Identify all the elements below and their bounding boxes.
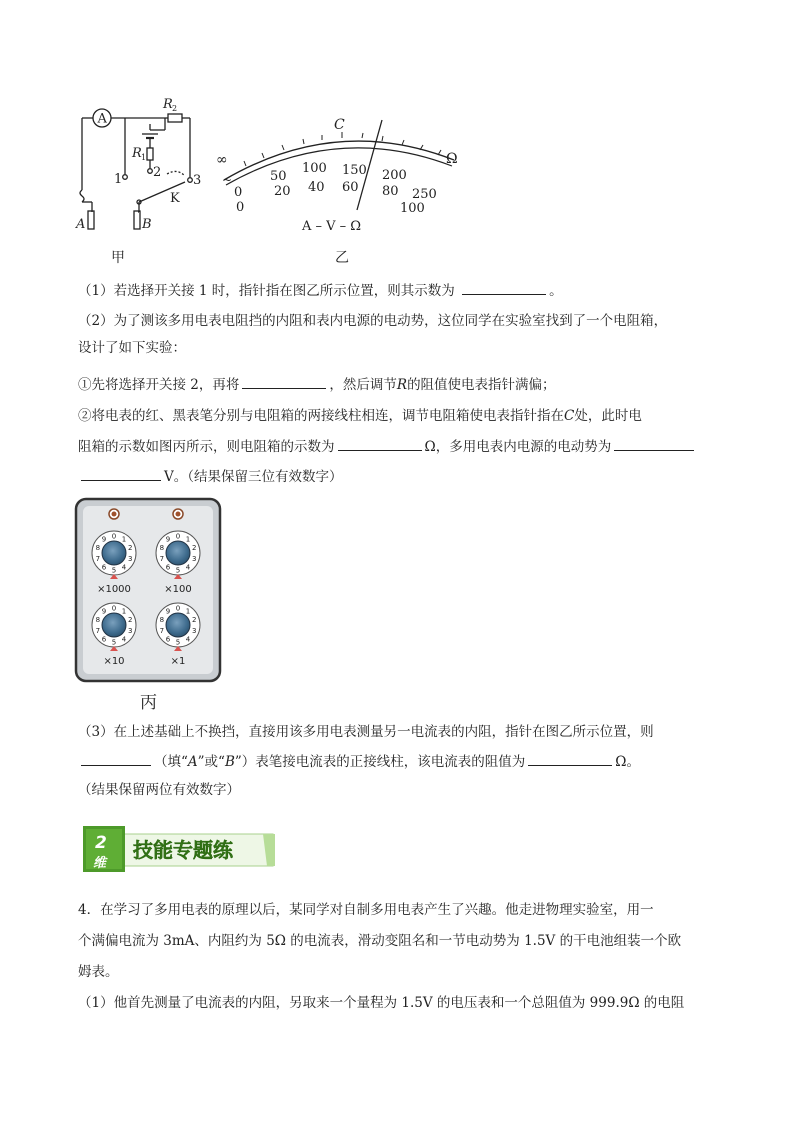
dial-digit: 7 [95, 626, 101, 635]
dial-digit: 9 [101, 607, 107, 616]
step2-text-d: Ω，多用电表内电源的电动势为 [424, 439, 612, 455]
ohm-tick-label: 100 [302, 161, 327, 176]
q1-end: 。 [549, 283, 563, 299]
dial-digit: 0 [111, 532, 117, 541]
q2-step2-line1 [78, 406, 642, 426]
meter-scale [212, 108, 470, 240]
dial-digit: 2 [191, 616, 197, 625]
mid-tick-label: 40 [308, 180, 325, 195]
meter-label: A – V – Ω [302, 219, 362, 234]
dial-digit: 4 [185, 635, 191, 644]
q3-text-d: Ω。 [615, 754, 640, 770]
dial-label: ×10 [103, 656, 125, 667]
q2-step1 [78, 374, 556, 395]
dial-digit: 9 [101, 535, 107, 544]
meter-tilde: ~ [222, 173, 233, 187]
q2-step2-line3 [78, 466, 343, 487]
q1-text: （1）若选择开关接 1 时，指针指在图乙所示位置，则其示数为 [78, 283, 455, 299]
banner-number: 2 [95, 833, 107, 853]
q4-line3: 姆表。 [78, 964, 119, 980]
meter-point-c: C [334, 117, 345, 133]
mid-tick-label: 60 [342, 180, 359, 195]
resistance-box [74, 497, 222, 683]
banner-wei: 维 [93, 856, 107, 871]
ohm-tick-label: 50 [270, 169, 287, 184]
step1-blank[interactable] [242, 374, 326, 389]
mid-tick-label: 80 [382, 184, 399, 199]
dial-digit: 4 [121, 635, 127, 644]
step2-text-c: 阻箱的示数如图丙所示，则电阻箱的示数为 [78, 439, 335, 455]
q3-line3: （结果保留两位有效数字） [78, 782, 240, 798]
low-tick-label: 100 [400, 201, 425, 216]
probe-b-label: B [142, 217, 152, 232]
dial-digit: 7 [95, 554, 101, 563]
step2-text-a: ②将电表的红、黑表笔分别与电阻箱的两接线柱相连，调节电阻箱使电表指针指在 [78, 408, 564, 424]
dial-digit: 8 [95, 616, 101, 625]
dial-digit: 5 [111, 566, 117, 575]
dial-digit: 5 [175, 638, 181, 647]
meter-infinity: ∞ [216, 152, 228, 168]
meter-ohm-unit: Ω [446, 151, 458, 167]
switch-k-label: K [170, 191, 180, 206]
dial-label: ×1000 [97, 584, 131, 595]
section-banner [83, 826, 275, 872]
terminal-3-label: 3 [193, 173, 202, 188]
r1-subscript: 1 [141, 153, 147, 162]
dial-digit: 8 [159, 544, 165, 553]
dial-digit: 0 [175, 532, 181, 541]
mid-tick-label: 250 [412, 187, 437, 202]
terminal-1-label: 1 [114, 172, 123, 187]
figure-bing-caption: 丙 [140, 693, 157, 713]
probe-blank[interactable] [81, 751, 151, 766]
emf-blank[interactable] [81, 466, 161, 481]
q4-line2: 个满偏电流为 3mA、内阻约为 5Ω 的电流表，滑动变阻名和一节电动势为 1.5V 的干电池组装一个欧 [78, 933, 682, 949]
ammeter-symbol: A [97, 111, 107, 127]
dial-digit: 1 [185, 535, 191, 544]
step2-text-e: V。（结果保留三位有效数字） [164, 469, 343, 485]
dial-digit: 4 [121, 563, 127, 572]
dial-digit: 3 [127, 554, 133, 563]
dial-digit: 3 [191, 554, 197, 563]
q3-line1: （3）在上述基础上不换挡，直接用该多用电表测量另一电流表的内阻，指针在图乙所示位置，则 [78, 724, 654, 740]
q3-text-c: ”）表笔接电流表的正接线柱，该电流表的阻值为 [234, 754, 526, 770]
dial-digit: 6 [101, 563, 107, 572]
q1-line [78, 280, 563, 301]
ammeter-resistance-blank[interactable] [528, 751, 612, 766]
dial-label: ×1 [170, 656, 186, 667]
dial-digit: 6 [165, 635, 171, 644]
q4-line4: （1）他首先测量了电流表的内阻，另取来一个量程为 1.5V 的电压表和一个总阻值为 999.9Ω 的电阻 [78, 995, 685, 1011]
mid-tick-label: 20 [274, 184, 291, 199]
step1-text-a: ①先将选择开关接 2，再将 [78, 377, 240, 393]
step1-var-r: R [396, 377, 408, 393]
q3-var-a: A [187, 754, 198, 770]
ohm-tick-label: 150 [342, 163, 367, 178]
q3-text-b: ”或“ [197, 754, 225, 770]
dial-label: ×100 [164, 584, 192, 595]
dial-digit: 1 [121, 535, 127, 544]
low-tick-label: 0 [236, 200, 245, 215]
circuit-diagram [72, 94, 222, 244]
dial-digit: 2 [127, 616, 133, 625]
dial-digit: 5 [111, 638, 117, 647]
r2-label: R [163, 97, 173, 112]
q2-line2: 设计了如下实验： [78, 340, 186, 356]
dial-digit: 1 [121, 607, 127, 616]
emf-blank-start[interactable] [614, 436, 694, 451]
q4-line1: 4．在学习了多用电表的原理以后，某同学对自制多用电表产生了兴趣。他走进物理实验室，用一 [78, 902, 654, 918]
q3-line2 [78, 751, 640, 772]
dial-digit: 3 [127, 626, 133, 635]
dial-digit: 0 [111, 604, 117, 613]
ohm-tick-label: 200 [382, 168, 407, 183]
dial-digit: 7 [159, 554, 165, 563]
banner-title: 技能专题练 [133, 838, 233, 862]
q2-line1: （2）为了测该多用电表电阻挡的内阻和表内电源的电动势，这位同学在实验室找到了一个电阻箱， [78, 313, 668, 329]
dial-digit: 4 [185, 563, 191, 572]
dial-digit: 1 [185, 607, 191, 616]
dial-digit: 2 [127, 544, 133, 553]
dial-digit: 5 [175, 566, 181, 575]
q1-answer-blank[interactable] [462, 280, 546, 295]
dial-digit: 0 [175, 604, 181, 613]
dial-digit: 6 [165, 563, 171, 572]
dial-digit: 8 [159, 616, 165, 625]
step2-text-b: 处，此时电 [574, 408, 642, 424]
mid-tick-label: 0 [234, 185, 243, 200]
terminal-2-label: 2 [153, 165, 162, 180]
r2-subscript: 2 [172, 104, 178, 113]
dial-digit: 9 [165, 535, 171, 544]
dial-digit: 7 [159, 626, 165, 635]
dial-digit: 6 [101, 635, 107, 644]
q3-text-a: （填“ [154, 754, 188, 770]
dial-digit: 2 [191, 544, 197, 553]
probe-a-label: A [76, 217, 86, 232]
q2-step2-line2 [78, 436, 697, 457]
q3-var-b: B [224, 754, 235, 770]
resistance-box-blank[interactable] [338, 436, 422, 451]
figure-yi-caption: 乙 [335, 250, 349, 266]
r1-label: R [132, 146, 142, 161]
step1-text-b: ，然后调节 [329, 377, 397, 393]
step1-text-c: 的阻值使电表指针满偏； [407, 377, 556, 393]
step2-var-c: C [564, 408, 575, 424]
figure-jia-caption: 甲 [111, 250, 125, 266]
dial-digit: 3 [191, 626, 197, 635]
dial-digit: 9 [165, 607, 171, 616]
dial-digit: 8 [95, 544, 101, 553]
